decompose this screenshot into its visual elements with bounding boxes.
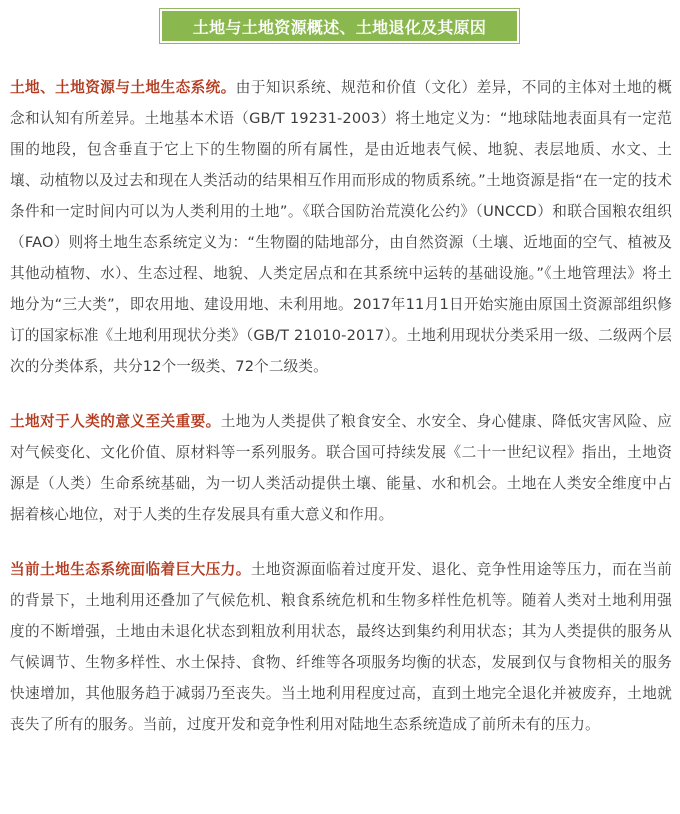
article-title: 土地与土地资源概述、土地退化及其原因 bbox=[192, 17, 487, 37]
section-paragraph-3 bbox=[10, 554, 672, 740]
section-body-3: 土地资源面临着过度开发、退化、竞争性用途等压力，而在当前的背景下，土地利用还叠加了气候危机、粮食系统危机和生物多样性危机等。随着人类对土地利用强度的不断增强，土地由未退化状态到粗放利用状态，最终达到集约利用状态；其为人类提供的服务从气候调节、生物多样性、水土保持、食物、纤维等各项服务均衡的状态，发展到仅与食物相关的服务快速增加，其他服务趋于减弱乃至丧失。当土地利用程度过高，直到土地完全退化并被废弃，土地就丧失了所有的服务。当前，过度开发和竞争性利用对陆地生态系统造成了前所未有的压力。 bbox=[10, 561, 673, 733]
article-content bbox=[10, 72, 672, 764]
section-lead-3: 当前土地生态系统面临着巨大压力。 bbox=[10, 561, 251, 578]
section-lead-2: 土地对于人类的意义至关重要。 bbox=[10, 413, 221, 430]
title-box bbox=[162, 11, 517, 41]
section-body-2: 土地为人类提供了粮食安全、水安全、身心健康、降低灾害风险、应对气候变化、文化价值、原材料等一系列服务。联合国可持续发展《二十一世纪议程》指出，土地资源是（人类）生命系统基础，为一切人类活动提供土壤、能量、水和机会。土地在人类安全维度中占据着核心地位，对于人类的生存发展具有重大意义和作用。 bbox=[10, 413, 672, 523]
section-paragraph-2 bbox=[10, 406, 672, 530]
title-banner bbox=[159, 8, 520, 44]
section-body-1: 由于知识系统、规范和价值（文化）差异，不同的主体对土地的概念和认知有所差异。土地基本术语（GB/T 19231-2003）将土地定义为：“地球陆地表面具有一定范围的地段，包含垂直于它上下的生物圈的所有属性，是由近地表气候、地貌、表层地质、水文、土壤、动植物以及过去和现在人类活动的结果相互作用而形成的物质系统。”土地资源是指“在一定的技术条件和一定时间内可以为人类利用的土地”。《联合国防治荒漠化公约》（UNCCD）和联合国粮农组织（FAO）则将土地生态系统定义为：“生物圈的陆地部分，由自然资源（土壤、近地面的空气、植被及其他动植物、水）、生态过程、地貌、人类定居点和在其系统中运转的基础设施。”《土地管理法》将土地分为“三大类”，即农用地、建设用地、未利用地。2017年11月1日开始实施由原国土资源部组织修订的国家标准《土地利用现状分类》（GB/T 21010-2017）。土地利用现状分类采用一级、二级两个层次的分类体系，共分12个一级类、72个二级类。 bbox=[10, 79, 672, 375]
section-lead-1: 土地、土地资源与土地生态系统。 bbox=[10, 79, 236, 96]
section-paragraph-1 bbox=[10, 72, 672, 382]
